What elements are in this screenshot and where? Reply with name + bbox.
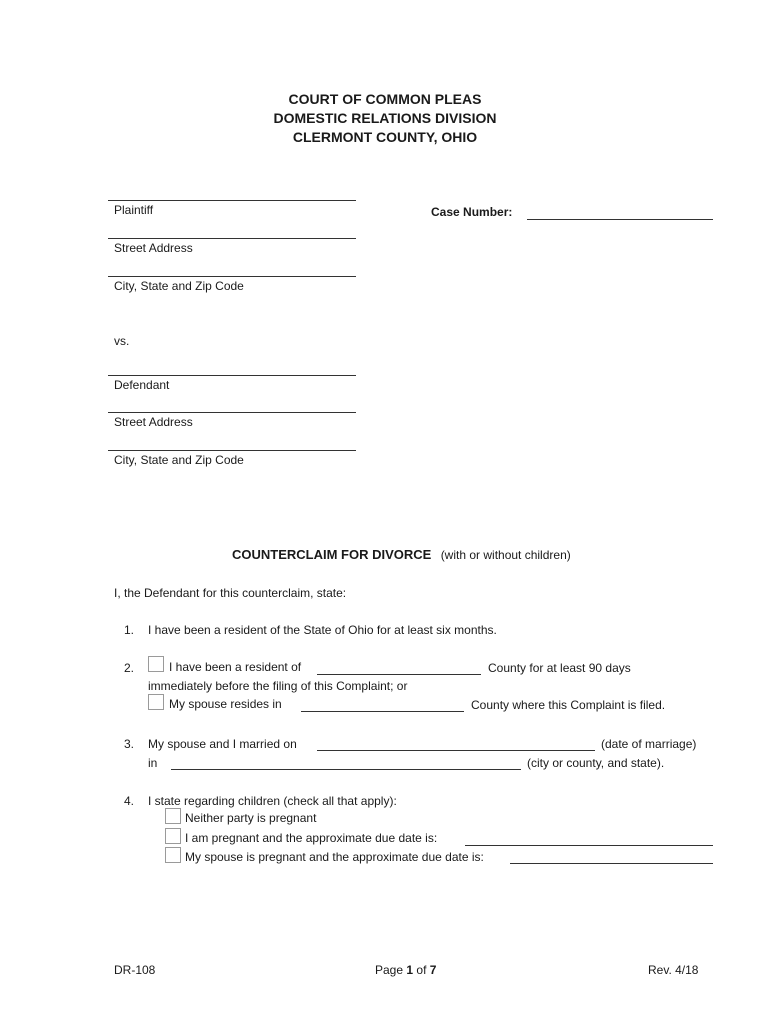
page-indicator bbox=[375, 963, 436, 977]
item-2-option-a-suffix: County for at least 90 days bbox=[488, 661, 631, 675]
marriage-place-field[interactable] bbox=[171, 769, 521, 770]
defendant-city-field[interactable] bbox=[108, 450, 356, 451]
item-2-number: 2. bbox=[124, 661, 135, 675]
county-name: CLERMONT COUNTY, OHIO bbox=[292, 129, 478, 145]
plaintiff-street-field[interactable] bbox=[108, 238, 356, 239]
resident-county-field[interactable] bbox=[317, 674, 481, 675]
plaintiff-city-label: City, State and Zip Code bbox=[114, 279, 244, 293]
item-3-date-suffix: (date of marriage) bbox=[601, 737, 697, 751]
item-1-text: I have been a resident of the State of Ohio for at least six months. bbox=[148, 623, 497, 637]
spouse-due-date-field[interactable] bbox=[510, 863, 713, 864]
page-number: 1 bbox=[406, 963, 414, 977]
defendant-label: Defendant bbox=[114, 378, 170, 392]
plaintiff-label: Plaintiff bbox=[114, 203, 154, 217]
form-id: DR-108 bbox=[114, 963, 156, 977]
item-4-number: 4. bbox=[124, 794, 135, 808]
resident-county-checkbox[interactable] bbox=[148, 656, 164, 672]
of-word: of bbox=[416, 963, 427, 977]
item-3-place-suffix: (city or county, and state). bbox=[527, 756, 665, 770]
neither-pregnant-checkbox[interactable] bbox=[165, 808, 181, 824]
item-3-number: 3. bbox=[124, 737, 135, 751]
i-am-pregnant-checkbox[interactable] bbox=[165, 828, 181, 844]
form-title-row bbox=[232, 547, 571, 562]
item-2-option-a-text: I have been a resident of bbox=[169, 660, 302, 674]
spouse-pregnant-label: My spouse is pregnant and the approximate due date is: bbox=[185, 850, 484, 864]
form-subtitle: (with or without children) bbox=[440, 548, 571, 562]
item-2-option-b-text: My spouse resides in bbox=[169, 697, 282, 711]
defendant-street-label: Street Address bbox=[114, 415, 193, 429]
my-due-date-field[interactable] bbox=[465, 845, 713, 846]
i-am-pregnant-label: I am pregnant and the approximate due date is: bbox=[185, 831, 438, 845]
plaintiff-name-field[interactable] bbox=[108, 200, 356, 201]
case-number-label: Case Number: bbox=[431, 205, 513, 219]
item-2-option-b-suffix: County where this Complaint is filed. bbox=[471, 698, 666, 712]
division-name: DOMESTIC RELATIONS DIVISION bbox=[273, 110, 497, 126]
item-2-option-a-continuation: immediately before the filing of this Complaint; or bbox=[148, 679, 408, 693]
item-1-number: 1. bbox=[124, 623, 135, 637]
item-3-text: My spouse and I married on bbox=[148, 737, 297, 751]
item-4-text: I state regarding children (check all that apply): bbox=[148, 794, 397, 808]
marriage-date-field[interactable] bbox=[317, 750, 595, 751]
defendant-street-field[interactable] bbox=[108, 412, 356, 413]
page-word: Page bbox=[375, 963, 404, 977]
defendant-city-label: City, State and Zip Code bbox=[114, 453, 244, 467]
page-total: 7 bbox=[429, 963, 437, 977]
spouse-pregnant-checkbox[interactable] bbox=[165, 847, 181, 863]
item-3-in-text: in bbox=[148, 756, 158, 770]
plaintiff-city-field[interactable] bbox=[108, 276, 356, 277]
versus-text: vs. bbox=[114, 334, 130, 348]
spouse-county-checkbox[interactable] bbox=[148, 694, 164, 710]
defendant-name-field[interactable] bbox=[108, 375, 356, 376]
spouse-county-field[interactable] bbox=[301, 711, 464, 712]
case-number-field[interactable] bbox=[527, 219, 713, 220]
neither-pregnant-label: Neither party is pregnant bbox=[185, 811, 317, 825]
plaintiff-street-label: Street Address bbox=[114, 241, 193, 255]
form-title: COUNTERCLAIM FOR DIVORCE bbox=[232, 547, 432, 562]
court-name: COURT OF COMMON PLEAS bbox=[288, 91, 482, 107]
revision-date: Rev. 4/18 bbox=[648, 963, 699, 977]
intro-statement: I, the Defendant for this counterclaim, state: bbox=[114, 586, 347, 600]
